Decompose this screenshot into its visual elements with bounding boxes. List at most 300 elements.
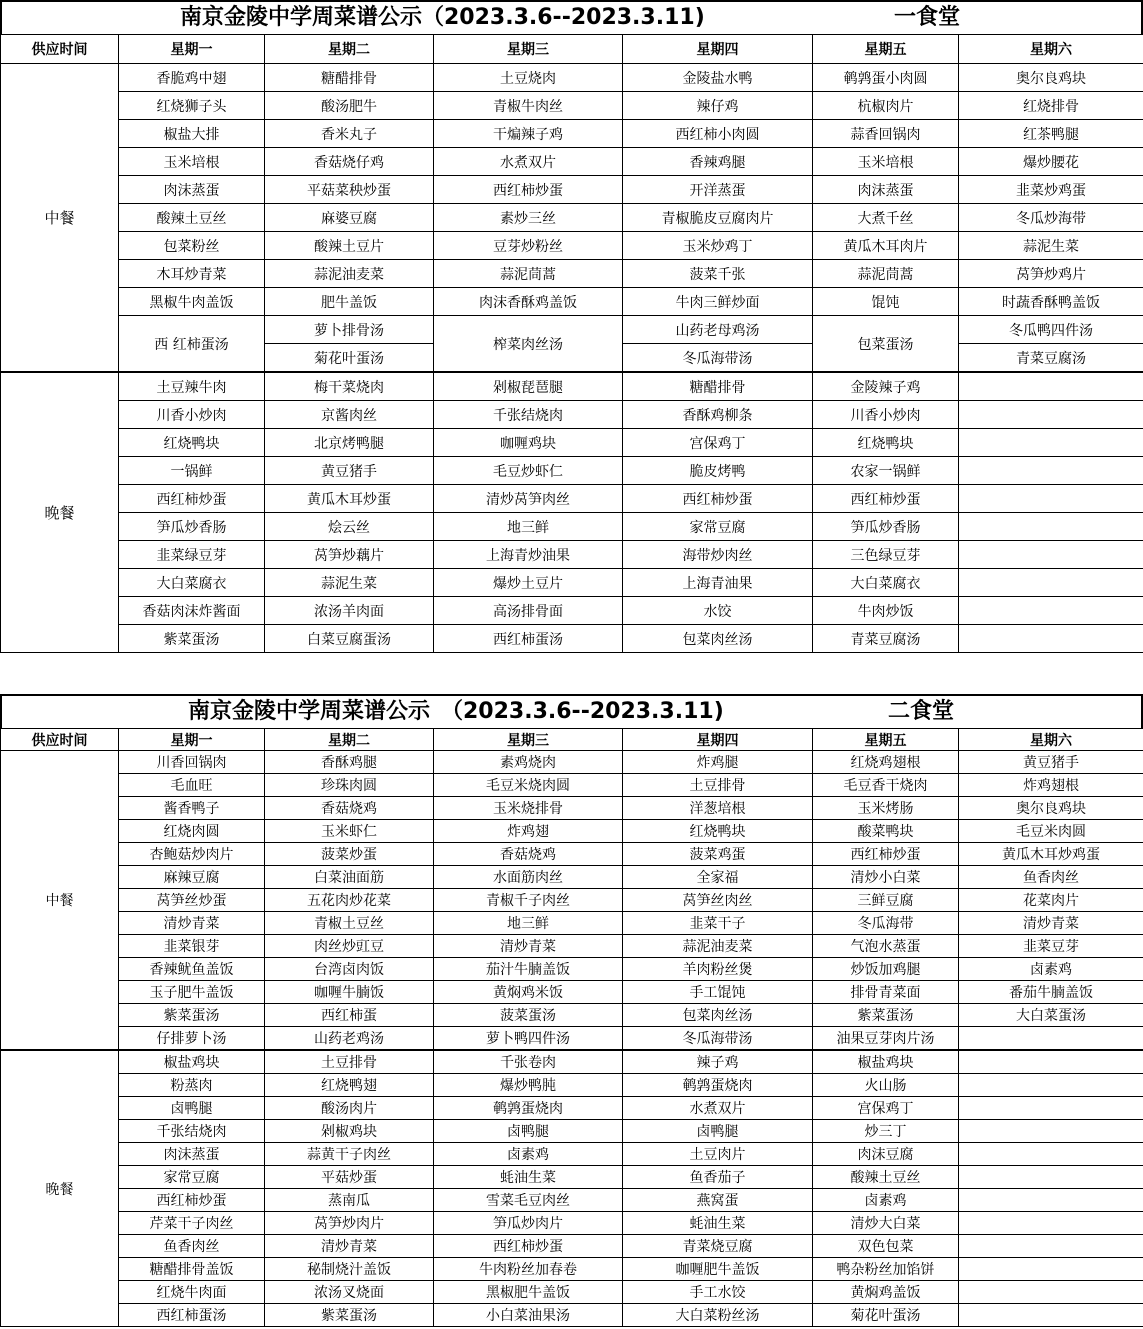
sheet1-dish-cell: 金陵辣子鸡 <box>813 372 959 401</box>
sheet2-dish-cell: 蒜黄干子肉丝 <box>265 1143 434 1166</box>
sheet2-dish-cell: 西红柿炒蛋 <box>434 1235 623 1258</box>
sheet2-dish-cell: 手工水饺 <box>623 1281 813 1304</box>
sheet1-lunch-row <box>1 288 1143 316</box>
sheet1-lunch-row <box>1 92 1143 120</box>
sheet1-dish-cell: 牛肉三鲜炒面 <box>623 288 813 316</box>
sheet2-dish-cell: 蒜泥油麦菜 <box>623 935 813 958</box>
sheet2-dish-cell: 西红柿蛋汤 <box>119 1304 265 1327</box>
sheet1-dish-cell: 豆芽炒粉丝 <box>434 232 623 260</box>
sheet2-dish-cell: 黑椒肥牛盖饭 <box>434 1281 623 1304</box>
sheet1-dish-cell: 辣仔鸡 <box>623 92 813 120</box>
sheet1-dish-cell: 笋瓜炒香肠 <box>119 513 265 541</box>
sheet2-dish-cell: 油果豆芽肉片汤 <box>813 1027 959 1051</box>
sheet1-header-cell: 星期二 <box>265 35 434 64</box>
sheet1-dish-cell: 一锅鲜 <box>119 457 265 485</box>
sheet2-dish-cell: 椒盐鸡块 <box>813 1050 959 1074</box>
sheet2-dish-cell: 菠菜炒蛋 <box>265 843 434 866</box>
sheet1-dinner-row <box>1 401 1143 429</box>
sheet2-dish-cell: 杏鲍菇炒肉片 <box>119 843 265 866</box>
sheet1-dish-cell: 京酱肉丝 <box>265 401 434 429</box>
sheet1-dish-cell: 梅干菜烧肉 <box>265 372 434 401</box>
sheet2-dish-cell: 辣子鸡 <box>623 1050 813 1074</box>
sheet2-title-row <box>0 694 1143 728</box>
sheet1-dish-cell: 青菜豆腐汤 <box>813 625 959 653</box>
sheet2-dish-cell: 卤素鸡 <box>434 1143 623 1166</box>
sheet1-dish-cell: 莴笋炒藕片 <box>265 541 434 569</box>
sheet1-dinner-row <box>1 625 1143 653</box>
sheet1-soup-row <box>1 316 1143 344</box>
sheet2-dish-cell <box>959 1304 1143 1327</box>
sheet2-lunch-row <box>1 1004 1143 1027</box>
sheet1-dish-cell: 爆炒腰花 <box>959 148 1143 176</box>
canteen2-menu-sheet <box>0 694 1143 1329</box>
sheet2-canteen-name: 二食堂 <box>888 699 955 724</box>
sheet2-dish-cell: 手工馄饨 <box>623 981 813 1004</box>
sheet2-dish-cell: 玉米虾仁 <box>265 820 434 843</box>
sheet2-dish-cell: 鸭杂粉丝加馅饼 <box>813 1258 959 1281</box>
sheet2-dish-cell: 西红柿炒蛋 <box>119 1189 265 1212</box>
sheet1-soup-cell: 冬瓜鸭四件汤 <box>959 316 1143 344</box>
sheet2-dish-cell: 红烧鸭块 <box>623 820 813 843</box>
sheet1-soup-cell: 青菜豆腐汤 <box>959 344 1143 373</box>
sheet1-dish-cell: 黑椒牛肉盖饭 <box>119 288 265 316</box>
sheet1-dish-cell: 肉沫蒸蛋 <box>813 176 959 204</box>
sheet2-dish-cell: 洋葱培根 <box>623 797 813 820</box>
sheet1-dish-cell: 土豆辣牛肉 <box>119 372 265 401</box>
sheet1-dish-cell: 脆皮烤鸭 <box>623 457 813 485</box>
sheet1-dish-cell: 浓汤羊肉面 <box>265 597 434 625</box>
sheet2-dish-cell: 红烧肉圆 <box>119 820 265 843</box>
sheet1-dish-cell: 西红柿炒蛋 <box>813 485 959 513</box>
sheet1-header-cell: 星期五 <box>813 35 959 64</box>
sheet2-dish-cell: 清炒青菜 <box>959 912 1143 935</box>
sheet1-dish-cell: 笋瓜炒香肠 <box>813 513 959 541</box>
sheet1-dish-cell: 糖醋排骨 <box>623 372 813 401</box>
sheet2-dish-cell: 咖喱肥牛盖饭 <box>623 1258 813 1281</box>
sheet2-dish-cell: 川香回锅肉 <box>119 751 265 774</box>
sheet2-dish-cell: 仔排萝卜汤 <box>119 1027 265 1051</box>
sheet2-dish-cell: 红烧牛肉面 <box>119 1281 265 1304</box>
sheet2-dinner-row <box>1 1120 1143 1143</box>
sheet1-dish-cell: 红烧排骨 <box>959 92 1143 120</box>
sheet2-dish-cell: 番茄牛腩盖饭 <box>959 981 1143 1004</box>
sheet2-dish-cell: 土豆排骨 <box>623 774 813 797</box>
sheet1-dish-cell: 水煮双片 <box>434 148 623 176</box>
sheet1-dish-cell: 麻婆豆腐 <box>265 204 434 232</box>
sheet1-dish-cell: 蒜泥茼蒿 <box>813 260 959 288</box>
sheet2-dish-cell: 炒三丁 <box>813 1120 959 1143</box>
sheet2-dish-cell: 大白菜蛋汤 <box>959 1004 1143 1027</box>
sheet1-dish-cell: 菠菜千张 <box>623 260 813 288</box>
sheet1-dish-cell: 红烧鸭块 <box>813 429 959 457</box>
sheet1-dish-cell: 包菜粉丝 <box>119 232 265 260</box>
sheet1-dish-cell: 北京烤鸭腿 <box>265 429 434 457</box>
sheet2-dish-cell: 清炒青菜 <box>265 1235 434 1258</box>
sheet2-dish-cell: 毛豆香干烧肉 <box>813 774 959 797</box>
sheet2-dinner-row <box>1 1212 1143 1235</box>
sheet2-dish-cell <box>959 1281 1143 1304</box>
sheet1-dish-cell: 黄瓜木耳炒蛋 <box>265 485 434 513</box>
sheet1-dish-cell: 冬瓜炒海带 <box>959 204 1143 232</box>
sheet2-dish-cell: 白菜油面筋 <box>265 866 434 889</box>
sheet2-dish-cell <box>959 1212 1143 1235</box>
sheet1-dish-cell: 香脆鸡中翅 <box>119 64 265 92</box>
sheet1-dish-cell: 家常豆腐 <box>623 513 813 541</box>
sheet1-dish-cell: 红烧鸭块 <box>119 429 265 457</box>
sheet2-lunch-row <box>1 958 1143 981</box>
sheet2-dish-cell: 卤鸭腿 <box>434 1120 623 1143</box>
sheet1-dish-cell: 川香小炒肉 <box>813 401 959 429</box>
sheet2-dish-cell: 玉米烧排骨 <box>434 797 623 820</box>
sheet2-dish-cell: 咖喱牛腩饭 <box>265 981 434 1004</box>
sheet2-dinner-row <box>1 1281 1143 1304</box>
sheet1-dish-cell: 大白菜腐衣 <box>119 569 265 597</box>
sheet2-dish-cell: 卤素鸡 <box>813 1189 959 1212</box>
sheet1-dish-cell: 杭椒肉片 <box>813 92 959 120</box>
sheet2-dish-cell: 毛豆米烧肉圆 <box>434 774 623 797</box>
sheet1-lunch-row <box>1 232 1143 260</box>
sheet2-header-row <box>1 729 1143 751</box>
sheet1-dish-cell <box>959 625 1143 653</box>
sheet2-dish-cell: 鱼香肉丝 <box>959 866 1143 889</box>
sheet1-dish-cell: 素炒三丝 <box>434 204 623 232</box>
sheet1-dish-cell: 黄瓜木耳肉片 <box>813 232 959 260</box>
sheet2-dish-cell: 鹌鹑蛋烧肉 <box>434 1097 623 1120</box>
sheet2-dish-cell: 芹菜干子肉丝 <box>119 1212 265 1235</box>
sheet1-soup-cell: 西 红柿蛋汤 <box>119 316 265 373</box>
sheet2-dish-cell <box>959 1258 1143 1281</box>
sheet2-header-cell: 星期六 <box>959 729 1143 751</box>
sheet2-dish-cell: 酸辣土豆丝 <box>813 1166 959 1189</box>
sheet1-dish-cell: 莴笋炒鸡片 <box>959 260 1143 288</box>
sheet1-dish-cell: 西红柿小肉圆 <box>623 120 813 148</box>
sheet1-dish-cell: 黄豆猪手 <box>265 457 434 485</box>
sheet1-dish-cell: 馄饨 <box>813 288 959 316</box>
sheet2-header-cell: 星期四 <box>623 729 813 751</box>
sheet2-lunch-row <box>1 820 1143 843</box>
sheet1-dish-cell <box>959 541 1143 569</box>
sheet1-dish-cell <box>959 597 1143 625</box>
sheet1-dish-cell: 地三鲜 <box>434 513 623 541</box>
sheet2-dish-cell: 燕窝蛋 <box>623 1189 813 1212</box>
sheet1-dish-cell: 西红柿炒蛋 <box>119 485 265 513</box>
sheet1-dish-cell <box>959 429 1143 457</box>
sheet1-dish-cell: 高汤排骨面 <box>434 597 623 625</box>
sheet2-dish-cell: 土豆排骨 <box>265 1050 434 1074</box>
sheet2-dish-cell: 土豆肉片 <box>623 1143 813 1166</box>
sheet2-lunch-label: 中餐 <box>1 751 119 1051</box>
sheet2-dish-cell <box>959 1050 1143 1074</box>
sheet2-dish-cell: 水煮双片 <box>623 1097 813 1120</box>
sheet2-lunch-row <box>1 1027 1143 1051</box>
sheet1-dish-cell: 青椒牛肉丝 <box>434 92 623 120</box>
sheet2-dish-cell: 红烧鸡翅根 <box>813 751 959 774</box>
sheet1-dish-cell: 蒜泥生菜 <box>959 232 1143 260</box>
sheet2-dish-cell: 菠菜鸡蛋 <box>623 843 813 866</box>
sheet2-dish-cell: 花菜肉片 <box>959 889 1143 912</box>
sheet1-header-cell: 星期四 <box>623 35 813 64</box>
sheet1-dish-cell: 大白菜腐衣 <box>813 569 959 597</box>
sheet1-dish-cell: 上海青炒油果 <box>434 541 623 569</box>
sheet1-dinner-row <box>1 597 1143 625</box>
sheet2-dish-cell: 红烧鸭翅 <box>265 1074 434 1097</box>
sheet1-dish-cell: 红烧狮子头 <box>119 92 265 120</box>
sheet1-dish-cell: 牛肉炒饭 <box>813 597 959 625</box>
sheet1-dish-cell: 青椒脆皮豆腐肉片 <box>623 204 813 232</box>
sheet1-dish-cell: 干煸辣子鸡 <box>434 120 623 148</box>
sheet2-dish-cell: 清炒青菜 <box>434 935 623 958</box>
sheet1-dish-cell: 西红柿炒蛋 <box>434 176 623 204</box>
sheet2-dish-cell: 笋瓜炒肉片 <box>434 1212 623 1235</box>
sheet2-dish-cell: 香辣鱿鱼盖饭 <box>119 958 265 981</box>
sheet2-dish-cell: 小白菜油果汤 <box>434 1304 623 1327</box>
sheet2-menu-table <box>0 728 1143 1327</box>
sheet1-lunch-row <box>1 148 1143 176</box>
sheet1-dish-cell: 农家一锅鲜 <box>813 457 959 485</box>
sheet2-dish-cell <box>959 1120 1143 1143</box>
sheet2-dish-cell: 蚝油生菜 <box>434 1166 623 1189</box>
sheet1-header-cell: 星期三 <box>434 35 623 64</box>
sheet2-lunch-row <box>1 751 1143 774</box>
sheet2-dish-cell <box>959 1027 1143 1051</box>
sheet1-soup-cell: 冬瓜海带汤 <box>623 344 813 373</box>
sheet2-dish-cell: 三鲜豆腐 <box>813 889 959 912</box>
sheet2-dish-cell: 气泡水蒸蛋 <box>813 935 959 958</box>
sheet2-dish-cell: 茄汁牛腩盖饭 <box>434 958 623 981</box>
sheet2-dish-cell: 清炒小白菜 <box>813 866 959 889</box>
sheet2-lunch-row <box>1 797 1143 820</box>
sheet2-dish-cell: 爆炒鸭肫 <box>434 1074 623 1097</box>
sheet2-dinner-row <box>1 1097 1143 1120</box>
sheet2-dinner-label: 晚餐 <box>1 1050 119 1327</box>
sheet2-dish-cell: 羊肉粉丝煲 <box>623 958 813 981</box>
sheet1-dinner-row <box>1 569 1143 597</box>
sheet2-dish-cell: 双色包菜 <box>813 1235 959 1258</box>
sheet2-dish-cell: 毛血旺 <box>119 774 265 797</box>
sheet1-dish-cell: 糖醋排骨 <box>265 64 434 92</box>
sheet1-dish-cell: 咖喱鸡块 <box>434 429 623 457</box>
sheet2-dinner-row <box>1 1166 1143 1189</box>
sheet1-dinner-row <box>1 541 1143 569</box>
sheet2-dish-cell: 宫保鸡丁 <box>813 1097 959 1120</box>
sheet1-dish-cell: 酸辣土豆片 <box>265 232 434 260</box>
sheet1-soup-cell: 山药老母鸡汤 <box>623 316 813 344</box>
sheet2-dinner-row <box>1 1304 1143 1327</box>
sheet1-dish-cell: 剁椒琵琶腿 <box>434 372 623 401</box>
sheet1-dish-cell: 清炒莴笋肉丝 <box>434 485 623 513</box>
sheet1-dish-cell: 蒜泥生菜 <box>265 569 434 597</box>
sheet1-dish-cell: 海带炒肉丝 <box>623 541 813 569</box>
sheet2-dish-cell: 莴笋丝肉丝 <box>623 889 813 912</box>
sheet1-lunch-row <box>1 120 1143 148</box>
sheet2-dish-cell: 香酥鸡腿 <box>265 751 434 774</box>
sheet1-soup-cell: 榨菜肉丝汤 <box>434 316 623 373</box>
sheet1-dish-cell: 开洋蒸蛋 <box>623 176 813 204</box>
sheet2-dish-cell: 火山肠 <box>813 1074 959 1097</box>
sheet1-dish-cell <box>959 513 1143 541</box>
sheet2-dish-cell: 菊花叶蛋汤 <box>813 1304 959 1327</box>
sheet2-dish-cell: 鹌鹑蛋烧肉 <box>623 1074 813 1097</box>
sheet1-dish-cell: 平菇菜秧炒蛋 <box>265 176 434 204</box>
sheet2-dish-cell: 韭菜银芽 <box>119 935 265 958</box>
sheet2-dish-cell: 毛豆米肉圆 <box>959 820 1143 843</box>
sheet1-dish-cell: 爆炒土豆片 <box>434 569 623 597</box>
sheet1-dish-cell: 椒盐大排 <box>119 120 265 148</box>
sheet1-dish-cell: 玉米培根 <box>119 148 265 176</box>
sheet2-dish-cell: 炸鸡腿 <box>623 751 813 774</box>
sheet1-title: 南京金陵中学周菜谱公示（2023.3.6--2023.3.11) <box>180 5 705 30</box>
canteen1-menu-sheet <box>0 0 1143 651</box>
sheet2-dish-cell: 黄焖鸡盖饭 <box>813 1281 959 1304</box>
sheet1-lunch-row <box>1 260 1143 288</box>
sheet1-dish-cell: 紫菜蛋汤 <box>119 625 265 653</box>
sheet1-dish-cell: 肉沫蒸蛋 <box>119 176 265 204</box>
sheet2-dish-cell: 清炒大白菜 <box>813 1212 959 1235</box>
sheet1-dish-cell: 香辣鸡腿 <box>623 148 813 176</box>
sheet1-dish-cell: 香米丸子 <box>265 120 434 148</box>
sheet1-dish-cell: 土豆烧肉 <box>434 64 623 92</box>
sheet1-soup-cell: 包菜蛋汤 <box>813 316 959 373</box>
sheet2-dish-cell: 全家福 <box>623 866 813 889</box>
sheet2-dish-cell: 韭菜干子 <box>623 912 813 935</box>
sheet2-header-cell: 星期五 <box>813 729 959 751</box>
sheet1-dish-cell: 时蔬香酥鸭盖饭 <box>959 288 1143 316</box>
sheet1-dish-cell: 玉米炒鸡丁 <box>623 232 813 260</box>
sheet1-header-cell: 星期一 <box>119 35 265 64</box>
sheet2-dish-cell: 山药老鸡汤 <box>265 1027 434 1051</box>
sheet1-dish-cell: 大煮千丝 <box>813 204 959 232</box>
sheet2-dish-cell: 冬瓜海带 <box>813 912 959 935</box>
sheet2-dish-cell: 炒饭加鸡腿 <box>813 958 959 981</box>
sheet1-dish-cell: 肉沫香酥鸡盖饭 <box>434 288 623 316</box>
sheet2-dish-cell: 菠菜蛋汤 <box>434 1004 623 1027</box>
sheet2-dish-cell: 炸鸡翅根 <box>959 774 1143 797</box>
sheet2-dish-cell: 千张卷肉 <box>434 1050 623 1074</box>
sheet2-dish-cell: 平菇炒蛋 <box>265 1166 434 1189</box>
sheet1-dish-cell: 鹌鹑蛋小肉圆 <box>813 64 959 92</box>
sheet1-lunch-label: 中餐 <box>1 64 119 373</box>
sheet2-dish-cell: 水面筋肉丝 <box>434 866 623 889</box>
sheet2-dish-cell: 蚝油生菜 <box>623 1212 813 1235</box>
sheet2-lunch-row <box>1 889 1143 912</box>
sheet2-dish-cell: 青椒千子肉丝 <box>434 889 623 912</box>
sheet2-dish-cell: 粉蒸肉 <box>119 1074 265 1097</box>
sheet1-lunch-row <box>1 204 1143 232</box>
sheet2-dish-cell: 西红柿炒蛋 <box>813 843 959 866</box>
sheet2-header-cell: 星期一 <box>119 729 265 751</box>
sheet2-dish-cell: 五花肉炒花菜 <box>265 889 434 912</box>
sheet2-dinner-row <box>1 1074 1143 1097</box>
sheet2-dish-cell: 香菇烧鸡 <box>265 797 434 820</box>
sheet2-dish-cell: 萝卜鸭四件汤 <box>434 1027 623 1051</box>
sheet2-dinner-row <box>1 1189 1143 1212</box>
sheet2-header-cell: 星期二 <box>265 729 434 751</box>
sheet2-dish-cell: 玉子肥牛盖饭 <box>119 981 265 1004</box>
sheet1-header-cell: 供应时间 <box>1 35 119 64</box>
sheet1-dinner-row <box>1 485 1143 513</box>
sheet2-lunch-row <box>1 981 1143 1004</box>
sheet1-dinner-row <box>1 513 1143 541</box>
sheet2-dish-cell: 排骨青菜面 <box>813 981 959 1004</box>
sheet2-dish-cell: 牛肉粉丝加春卷 <box>434 1258 623 1281</box>
sheet2-dish-cell: 黄瓜木耳炒鸡蛋 <box>959 843 1143 866</box>
sheet1-dish-cell: 毛豆炒虾仁 <box>434 457 623 485</box>
sheet1-soup-cell: 菊花叶蛋汤 <box>265 344 434 373</box>
sheet2-lunch-row <box>1 774 1143 797</box>
sheet1-dish-cell: 蒜香回锅肉 <box>813 120 959 148</box>
sheet2-dish-cell: 肉沫蒸蛋 <box>119 1143 265 1166</box>
sheet1-dinner-row <box>1 457 1143 485</box>
sheet1-dish-cell: 玉米培根 <box>813 148 959 176</box>
sheet1-dish-cell: 红茶鸭腿 <box>959 120 1143 148</box>
sheet1-dish-cell <box>959 401 1143 429</box>
sheet2-dinner-row <box>1 1235 1143 1258</box>
sheet2-header-cell: 星期三 <box>434 729 623 751</box>
sheet2-dish-cell: 紫菜蛋汤 <box>119 1004 265 1027</box>
sheet2-dish-cell: 黄豆猪手 <box>959 751 1143 774</box>
sheet2-dish-cell: 包菜肉丝汤 <box>623 1004 813 1027</box>
sheet2-dinner-row <box>1 1050 1143 1074</box>
sheet2-dish-cell: 玉米烤肠 <box>813 797 959 820</box>
sheet1-header-cell: 星期六 <box>959 35 1143 64</box>
sheet1-dish-cell: 包菜肉丝汤 <box>623 625 813 653</box>
sheet2-dish-cell: 卤鸭腿 <box>623 1120 813 1143</box>
sheet2-dish-cell <box>959 1097 1143 1120</box>
sheet1-dinner-row <box>1 429 1143 457</box>
sheet2-dish-cell: 家常豆腐 <box>119 1166 265 1189</box>
sheet1-soup-cell: 萝卜排骨汤 <box>265 316 434 344</box>
sheet2-dish-cell: 奥尔良鸡块 <box>959 797 1143 820</box>
sheet2-dish-cell: 秘制烧汁盖饭 <box>265 1258 434 1281</box>
sheet2-dish-cell: 台湾卤肉饭 <box>265 958 434 981</box>
sheet2-dish-cell: 素鸡烧肉 <box>434 751 623 774</box>
sheet1-lunch-row <box>1 64 1143 92</box>
sheet1-dish-cell: 香菇肉沫炸酱面 <box>119 597 265 625</box>
sheet2-dinner-row <box>1 1258 1143 1281</box>
sheet2-dish-cell: 肉丝炒豇豆 <box>265 935 434 958</box>
sheet1-dish-cell: 川香小炒肉 <box>119 401 265 429</box>
sheet2-lunch-row <box>1 912 1143 935</box>
sheet2-dish-cell: 大白菜粉丝汤 <box>623 1304 813 1327</box>
sheet2-dish-cell: 韭菜豆芽 <box>959 935 1143 958</box>
sheet2-dish-cell: 糖醋排骨盖饭 <box>119 1258 265 1281</box>
sheet2-dish-cell: 酱香鸭子 <box>119 797 265 820</box>
sheet2-dish-cell: 千张结烧肉 <box>119 1120 265 1143</box>
sheet1-canteen-name: 一食堂 <box>894 5 961 30</box>
sheet2-dish-cell: 紫菜蛋汤 <box>813 1004 959 1027</box>
sheet1-dish-cell: 香酥鸡柳条 <box>623 401 813 429</box>
sheet1-dish-cell: 酸汤肥牛 <box>265 92 434 120</box>
sheet1-dish-cell <box>959 372 1143 401</box>
sheet2-dish-cell: 鱼香肉丝 <box>119 1235 265 1258</box>
sheet2-dish-cell: 卤素鸡 <box>959 958 1143 981</box>
sheet1-dish-cell: 奥尔良鸡块 <box>959 64 1143 92</box>
sheet1-dish-cell: 上海青油果 <box>623 569 813 597</box>
sheet2-dish-cell: 炸鸡翅 <box>434 820 623 843</box>
sheet1-dish-cell: 香菇烧仔鸡 <box>265 148 434 176</box>
sheet1-dish-cell: 韭菜炒鸡蛋 <box>959 176 1143 204</box>
sheet2-dish-cell: 冬瓜海带汤 <box>623 1027 813 1051</box>
sheet2-dish-cell: 麻辣豆腐 <box>119 866 265 889</box>
sheet2-dish-cell: 青菜烧豆腐 <box>623 1235 813 1258</box>
sheet1-dish-cell: 白菜豆腐蛋汤 <box>265 625 434 653</box>
sheet1-dish-cell <box>959 569 1143 597</box>
sheet1-lunch-row <box>1 176 1143 204</box>
sheet2-dish-cell: 剁椒鸡块 <box>265 1120 434 1143</box>
sheet2-dish-cell: 酸菜鸭块 <box>813 820 959 843</box>
sheet2-dish-cell: 黄焖鸡米饭 <box>434 981 623 1004</box>
sheet1-dish-cell: 肥牛盖饭 <box>265 288 434 316</box>
